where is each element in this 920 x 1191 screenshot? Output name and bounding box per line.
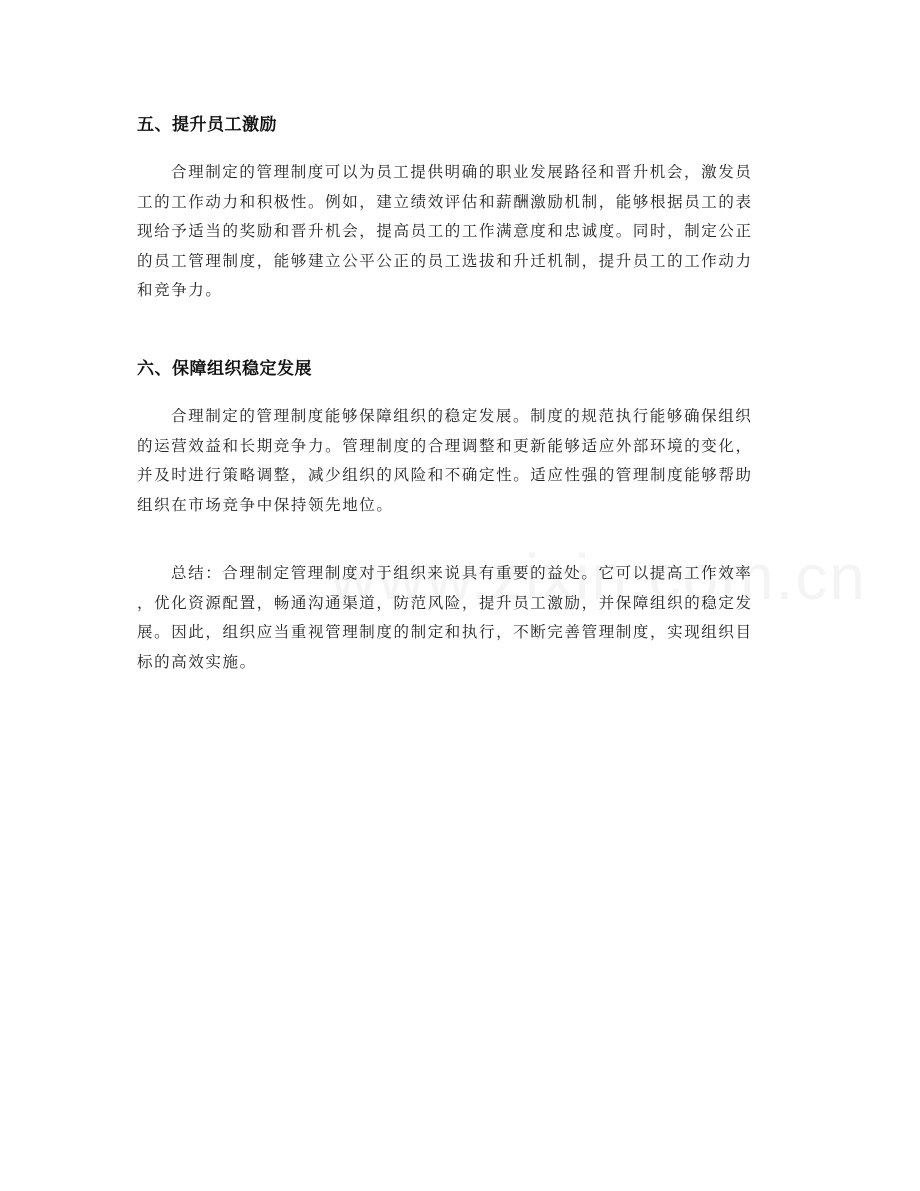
- paragraph-line: 并及时进行策略调整，减少组织的风险和不确定性。适应性强的管理制度能够帮助: [137, 466, 753, 485]
- paragraph-line: 的员工管理制度，能够建立公平公正的员工选拔和升迁机制，提升员工的工作动力: [137, 251, 753, 270]
- paragraph-line: 展。因此，组织应当重视管理制度的制定和执行，不断完善管理制度，实现组织目: [137, 623, 753, 642]
- section-6-paragraph: [137, 402, 787, 520]
- section-heading-6: 六、保障组织稳定发展: [137, 359, 312, 379]
- paragraph-line: 和竞争力。: [137, 281, 223, 300]
- paragraph-line: ，优化资源配置，畅通沟通渠道，防范风险，提升员工激励，并保障组织的稳定发: [137, 593, 753, 612]
- paragraph-line: 合理制定的管理制度可以为员工提供明确的职业发展路径和晋升机会，激发员: [171, 163, 753, 181]
- paragraph-line: 合理制定的管理制度能够保障组织的稳定发展。制度的规范执行能够确保组织: [171, 407, 753, 425]
- paragraph-line: 工的工作动力和积极性。例如，建立绩效评估和薪酬激励机制，能够根据员工的表: [137, 192, 753, 211]
- section-5-paragraph: [137, 158, 787, 306]
- paragraph-line: 现给予适当的奖励和晋升机会，提高员工的工作满意度和忠诚度。同时，制定公正: [137, 222, 753, 241]
- paragraph-line: 的运营效益和长期竞争力。管理制度的合理调整和更新能够适应外部环境的变化，: [137, 436, 753, 455]
- paragraph-line: 标的高效实施。: [137, 652, 257, 671]
- paragraph-line: 总结：合理制定管理制度对于组织来说具有重要的益处。它可以提高工作效率: [171, 564, 753, 582]
- section-heading-5: 五、提升员工激励: [137, 115, 277, 135]
- watermark: [330, 540, 867, 614]
- paragraph-line: 组织在市场竞争中保持领先地位。: [137, 495, 394, 514]
